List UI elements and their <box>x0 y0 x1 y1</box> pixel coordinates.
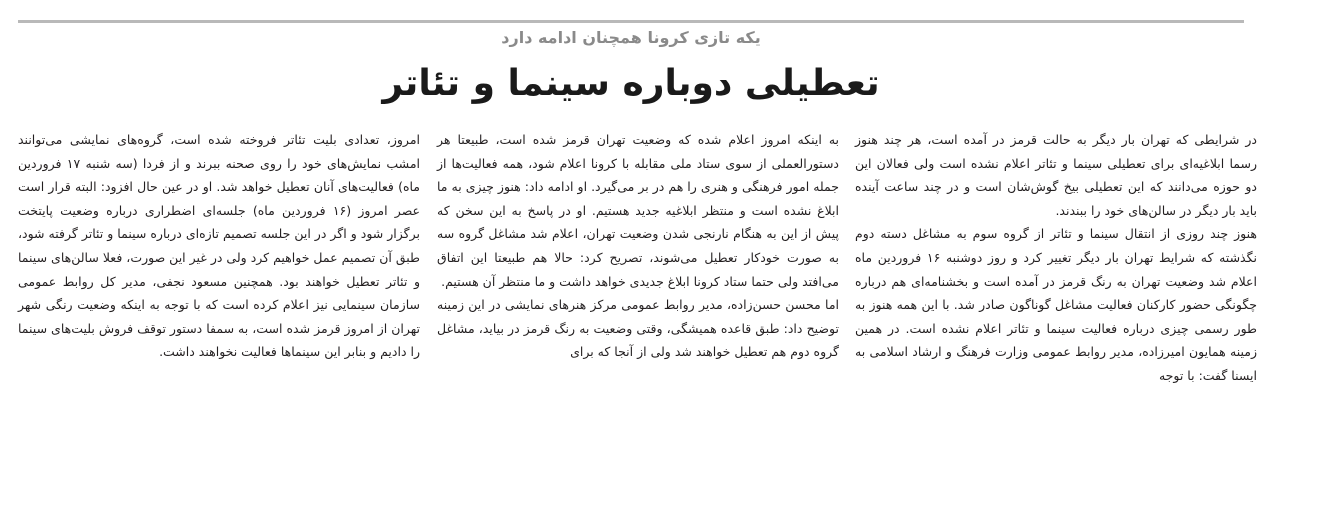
article-kicker: یکه تازی کرونا همچنان ادامه دارد <box>501 28 761 47</box>
article-column-3 <box>18 128 420 364</box>
column-1-paragraph-2: هنوز چند روزی از انتقال سینما و تئاتر از گروه سوم به مشاغل دسته دوم نگذشته که شرایط تهران بار دیگر تغییر کرد و روز دوشنبه ۱۶ فروردین ماه اعلام شد وضعیت تهران به رنگ قرمز در آمده است و بخشنامه‌ای هم درباره چگونگی حضور کارکنان فعالیت مشاغل گوناگون صادر شد. با این همه هنوز به طور رسمی چیزی درباره فعالیت سینما و تئاتر اعلام نشده است. در همین زمینه همایون امیرزاده، مدیر روابط عمومی وزارت فرهنگ و ارشاد اسلامی به ایسنا گفت: با توجه <box>855 226 1257 383</box>
column-3-paragraph-1: امروز، تعدادی بلیت تئاتر فروخته شده است، گروه‌های نمایشی می‌توانند امشب نمایش‌های خود را روی صحنه ببرند و از فردا (سه شنبه ۱۷ فروردین ماه) فعالیت‌های آنان تعطیل خواهد شد. او در عین حال افزود: البته قرار است عصر امروز (۱۶ فروردین ماه) جلسه‌ای اضطراری درباره وضعیت پایتخت برگزار شود و اگر در این جلسه تصمیم تازه‌ای درباره سینما و تئاتر گرفته شود، طبق آن تصمیم عمل خواهیم کرد ولی در غیر این صورت، فعلا سالن‌های سینما و تئاتر تعطیل خواهند بود. همچنین مسعود نجفی، مدیر کل روابط عمومی سازمان سینمایی نیز اعلام کرده است که با توجه به اینکه وضعیت رنگی شهر تهران از امروز قرمز شده است، به سمفا دستور توقف فروش بلیت‌های سینما را دادیم و بنابر این سینماها فعالیت نخواهند داشت. <box>18 132 420 360</box>
article-column-1 <box>855 128 1257 388</box>
column-2-paragraph-2: اما محسن حسن‌زاده، مدیر روابط عمومی مرکز هنرهای نمایشی در این زمینه توضیح داد: طبق قاعده همیشگی، وقتی وضعیت به رنگ قرمز در بیاید، مشاغل گروه دوم هم تعطیل خواهند شد ولی از آنجا که برای <box>437 297 839 360</box>
column-1-paragraph-1: در شرایطی که تهران بار دیگر به حالت قرمز در آمده است، هر چند هنوز رسما ابلاغیه‌ای برای تعطیلی سینما و تئاتر اعلام نشده است ولی فعالان این دو حوزه می‌دانند که این تعطیلی بیخ گوش‌شان است و در چند ساعت آینده باید بار دیگر در سالن‌های خود را ببندند. <box>855 132 1257 218</box>
column-2-paragraph-1: به اینکه امروز اعلام شده که وضعیت تهران قرمز شده است، طبیعتا هر دستورالعملی از سوی ستاد ملی مقابله با کرونا اعلام شود، همه فعالیت‌ها از جمله امور فرهنگی و هنری را هم در بر می‌گیرد. او ادامه داد: هنوز چیزی به ما ابلاغ نشده است و منتظر ابلاغیه جدید هستیم. او در پاسخ به این سخن که پیش از این به هنگام نارنجی شدن وضعیت تهران، اعلام شد مشاغل گروه سه به صورت خودکار تعطیل می‌شوند، تصریح کرد: حالا هم طبیعتا این اتفاق می‌افتد ولی حتما ستاد کرونا ابلاغ جدیدی خواهد داشت و ما منتظر آن هستیم. <box>437 132 839 289</box>
top-divider <box>18 20 1244 23</box>
article-headline: تعطیلی دوباره سینما و تئاتر <box>382 63 880 104</box>
article-column-2 <box>437 128 839 364</box>
